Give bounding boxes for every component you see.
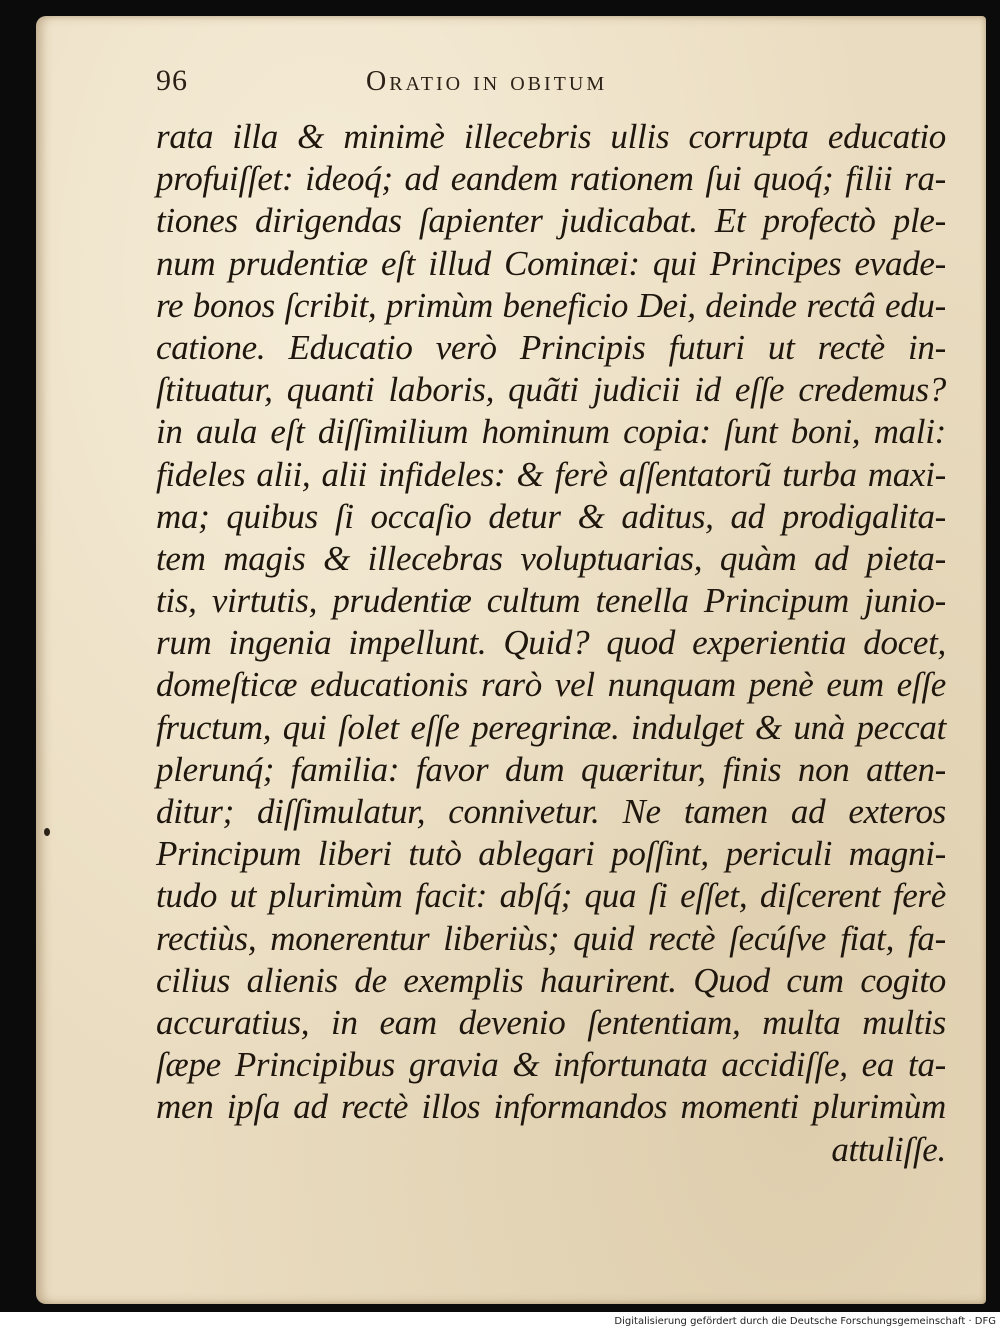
text-line: ſtituatur, quanti laboris, quãti judicii id eſſe credemus? <box>156 370 946 410</box>
text-line: profuiſſet: ideoq́; ad eandem rationem ſui quoq́; filii ra- <box>156 159 946 199</box>
book-page <box>36 16 986 1304</box>
text-line: tiones dirigendas ſapienter judicabat. Et profectò ple- <box>156 201 946 241</box>
text-line: Principum liberi tutò ablegari poſſint, periculi magni- <box>156 834 946 874</box>
text-line: tis, virtutis, prudentiæ cultum tenella Principum junio- <box>156 581 946 621</box>
text-line: accuratius, in eam devenio ſententiam, multa multis <box>156 1002 946 1042</box>
text-line: re bonos ſcribit, primùm beneficio Dei, deinde rectâ edu- <box>156 285 946 325</box>
ink-spot <box>44 828 50 836</box>
text-line: domeſticæ educationis rarò vel nunquam penè eum eſſe <box>156 665 946 705</box>
text-line: catione. Educatio verò Principis futuri ut rectè in- <box>156 327 946 367</box>
text-line: rum ingenia impellunt. Quid? quod experientia docet, <box>156 623 946 663</box>
text-line: num prudentiæ eſt illud Cominæi: qui Principes evade- <box>156 243 946 283</box>
text-line: in aula eſt diſſimilium hominum copia: ſunt boni, mali: <box>156 412 946 452</box>
text-line: cilius alienis de exemplis haurirent. Quod cum cogito <box>156 960 946 1000</box>
page-number: 96 <box>156 64 188 97</box>
text-line-final: attuliſſe. <box>831 1129 946 1169</box>
text-line: tudo ut plurimùm facit: abſq́; qua ſi eſſet, diſcerent ferè <box>156 876 946 916</box>
text-line: ditur; diſſimulatur, connivetur. Ne tamen ad exteros <box>156 792 946 831</box>
digitization-credit: Digitalisierung gefördert durch die Deutsche Forschungsgemeinschaft · DFG <box>614 1316 996 1327</box>
text-line: ſæpe Principibus gravia & infortunata accidiſſe, ea ta- <box>156 1045 946 1085</box>
text-line: rata illa & minimè illecebris ullis corrupta educatio <box>156 117 946 156</box>
text-line: rectiùs, monerentur liberiùs; quid rectè ſecúſve fiat, fa- <box>156 918 946 958</box>
text-line: fideles alii, alii infideles: & ferè aſſentatorũ turba maxi- <box>156 454 946 494</box>
text-line: tem magis & illecebras voluptuarias, quàm ad pieta- <box>156 538 946 578</box>
text-line: plerunq́; familia: favor dum quæritur, finis non atten- <box>156 749 946 789</box>
body-text <box>156 116 946 1171</box>
running-title: Oratio in obitum <box>366 66 608 97</box>
text-line: men ipſa ad rectè illos informandos momenti plurimùm <box>156 1087 946 1127</box>
page-header <box>156 64 956 104</box>
text-line: ma; quibus ſi occaſio detur & aditus, ad prodigalita- <box>156 496 946 536</box>
text-line: fructum, qui ſolet eſſe peregrinæ. indulget & unà peccat <box>156 707 946 747</box>
